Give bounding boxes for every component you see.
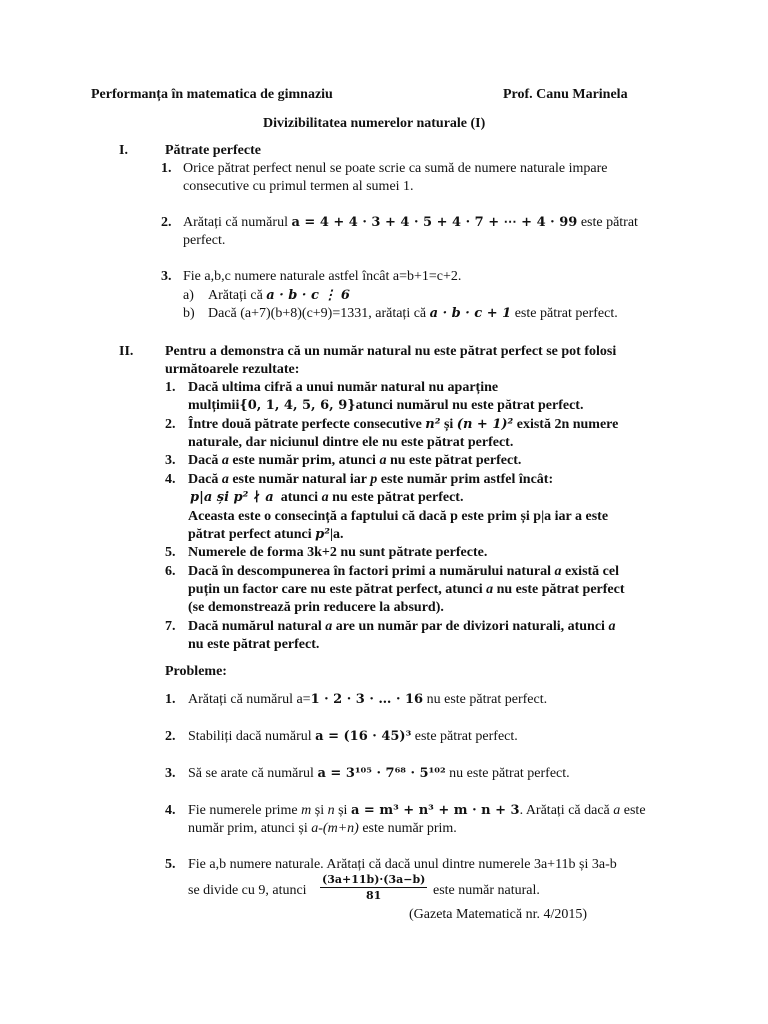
text-line: p|a și p² ∤ a atunci a nu este pătrat perfect. [190,490,464,505]
formula: {0, 1, 4, 5, 6, 9} [239,398,356,413]
section-1-numeral: I. [119,143,128,158]
item-number: 3. [165,453,176,468]
source-citation: (Gazeta Matematică nr. 4/2015) [409,907,588,922]
fraction [320,873,427,902]
header-course-title: Performanța în matematica de gimnaziu [91,87,333,102]
item-number: 2. [161,215,172,230]
fraction-numerator: (3a+11b)·(3a−b) [322,873,426,886]
text-line: este număr natural. [433,883,540,898]
section-1-heading: Pătrate perfecte [165,143,261,158]
item-number: 1. [165,380,176,395]
text-line: Arătați că numărul a = 4 + 4 · 3 + 4 · 5 + 4 · 7 + ⋯ + 4 · 99 este pătrat [183,215,638,230]
text-line: (se demonstrează prin reducere la absurd). [188,600,444,615]
formula: p² [315,527,330,542]
item-number: 4. [165,803,176,818]
text-line: Dacă (a+7)(b+8)(c+9)=1331, arătați că a · b · c + 1 este pătrat perfect. [208,306,618,321]
section-2-intro: Pentru a demonstra că un număr natural nu este pătrat perfect se pot folosi [165,344,617,359]
text-line: se divide cu 9, atunci [188,883,307,898]
formula: (n + 1)² [456,417,514,432]
text-line: Între două pătrate perfecte consecutive n² și (n + 1)² există 2n numere [188,417,619,432]
formula: a = (16 · 45)³ [315,729,412,744]
formula: p|a și p² ∤ a [190,490,274,505]
text-line: Dacă a este număr prim, atunci a nu este pătrat perfect. [188,453,522,468]
fraction-denominator: 81 [366,889,382,902]
item-number: 7. [165,619,176,634]
text-line: naturale, dar niciunul dintre ele nu este pătrat perfect. [188,435,514,450]
text-line: Dacă a este număr natural iar p este număr prim astfel încât: [188,472,554,487]
formula: a = 3¹⁰⁵ · 7⁶⁸ · 5¹⁰² [317,766,446,781]
text-line: perfect. [183,233,226,248]
formula: a · b · c ⋮ 6 [266,288,350,303]
page-title: Divizibilitatea numerelor naturale (I) [263,116,486,131]
text-line: Dacă numărul natural a are un număr par de divizori naturali, atunci a [188,619,616,634]
item-number: 2. [165,417,176,432]
text-line: Fie a,b numere naturale. Arătați că dacă unul dintre numerele 3a+11b și 3a-b [188,857,617,872]
formula: n² [425,417,441,432]
section-2-intro: următoarele rezultate: [165,362,300,377]
formula: a = m³ + n³ + m · n + 3 [350,803,520,818]
header-author: Prof. Canu Marinela [503,87,628,102]
text-line: Arătați că a · b · c ⋮ 6 [208,288,350,303]
text-line: Să se arate că numărul a = 3¹⁰⁵ · 7⁶⁸ · 5¹⁰² nu este pătrat perfect. [188,766,570,781]
text-line: Aceasta este o consecință a faptului că dacă p este prim și p|a iar a este [188,509,609,524]
text-line: Dacă în descompunerea în factori primi a numărului natural a există cel [188,564,619,579]
subitem-label: b) [183,306,195,321]
item-number: 3. [161,269,172,284]
text-line: mulțimii{0, 1, 4, 5, 6, 9}atunci numărul nu este pătrat perfect. [188,398,584,413]
text-line: pătrat perfect atunci p²|a. [188,527,344,542]
item-number: 4. [165,472,176,487]
text-line: Orice pătrat perfect nenul se poate scrie ca sumă de numere naturale impare [183,161,608,176]
text-line: Arătați că numărul a=1 · 2 · 3 · … · 16 nu este pătrat perfect. [188,692,548,707]
text-line: nu este pătrat perfect. [188,637,320,652]
text-line: Fie numerele prime m și n și a = m³ + n³ + m · n + 3. Arătați că dacă a este [188,803,646,818]
text-line: consecutive cu primul termen al sumei 1. [183,179,414,194]
text-line: număr prim, atunci și a-(m+n) este număr prim. [188,821,457,836]
text-line: Fie a,b,c numere naturale astfel încât a=b+1=c+2. [183,269,462,284]
problems-heading: Probleme: [165,664,227,679]
text-line: Stabiliți dacă numărul a = (16 · 45)³ este pătrat perfect. [188,729,518,744]
section-2-numeral: II. [119,344,134,359]
formula: 1 · 2 · 3 · … · 16 [310,692,424,707]
formula: a · b · c + 1 [429,306,512,321]
text-line: Dacă ultima cifră a unui număr natural nu aparține [188,380,499,395]
item-number: 5. [165,545,176,560]
text-line: puțin un factor care nu este pătrat perfect, atunci a nu este pătrat perfect [188,582,625,597]
formula: a = 4 + 4 · 3 + 4 · 5 + 4 · 7 + ⋯ + 4 · 99 [291,215,578,230]
subitem-label: a) [183,288,194,303]
item-number: 1. [161,161,172,176]
item-number: 5. [165,857,176,872]
item-number: 6. [165,564,176,579]
item-number: 3. [165,766,176,781]
text-line: Numerele de forma 3k+2 nu sunt pătrate perfecte. [188,545,488,560]
item-number: 2. [165,729,176,744]
item-number: 1. [165,692,176,707]
